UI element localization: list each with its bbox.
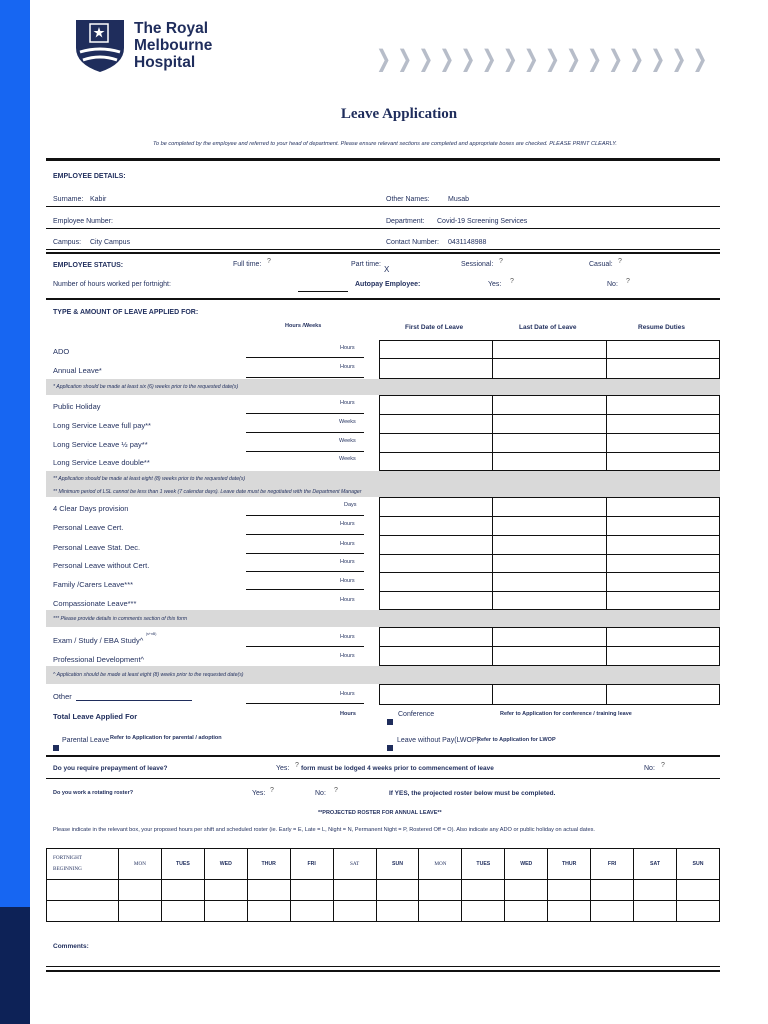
rotating-roster-question: Do you work a rotating roster? [53,790,134,796]
day-header: WED [204,849,247,880]
leave-row-unit: Hours [340,597,355,603]
last-date-cell[interactable] [492,627,607,647]
employee-number-label: Employee Number: [53,218,113,225]
roster-cell[interactable] [333,880,376,901]
first-date-cell[interactable] [379,340,493,359]
roster-cell[interactable] [505,901,548,922]
first-date-cell[interactable] [379,516,493,536]
sessional-checkbox[interactable]: ? [499,258,503,265]
day-header: MON [119,849,162,880]
note-lsl-minimum: ** Minimum period of LSL cannot be less than 1 week (7 calendar days). Leave date must be negotiated with the Department Manager [53,489,362,495]
first-date-cell[interactable] [379,684,493,705]
roster-cell[interactable] [161,901,204,922]
last-date-cell[interactable] [492,572,607,592]
roster-cell[interactable] [505,880,548,901]
chevron-right-icon: ❯ [629,45,645,73]
leave-row-label: Annual Leave* [53,366,102,375]
leave-row-unit: Hours [340,364,355,370]
leave-row-label: Professional Development^ [53,655,145,664]
first-date-cell[interactable] [379,591,493,610]
rotating-yes-checkbox[interactable]: ? [270,787,274,794]
leave-row-label: Long Service Leave ½ pay** [53,440,148,449]
leave-row-label: Long Service Leave full pay** [53,421,151,430]
leave-amount-field[interactable] [246,703,364,704]
roster-cell[interactable] [161,880,204,901]
rotating-yes-label: Yes: [252,790,266,797]
other-leave-type-field[interactable] [76,700,192,701]
first-date-header: First Date of Leave [405,324,464,331]
campus-field[interactable]: City Campus [90,239,131,246]
full-time-label: Full time: [233,261,262,268]
leave-row-label: Personal Leave without Cert. [53,561,150,570]
leave-row-unit: Hours [340,559,355,565]
leave-row-unit: Weeks [339,456,356,462]
divider [46,252,720,254]
last-date-cell[interactable] [492,433,607,453]
roster-instructions: Please indicate in the relevant box, your proposed hours per shift and scheduled roster (ie. Early = E, Late = L, Night = N, Permanent Night = P, Rostered Off = O). Also indicate any ADO or public holiday on actual dates. [53,827,595,833]
roster-cell[interactable] [591,880,634,901]
day-header: THUR [548,849,591,880]
day-header: SAT [333,849,376,880]
roster-cell[interactable] [247,901,290,922]
prepayment-yes-checkbox[interactable]: ? [295,762,299,769]
roster-cell[interactable] [462,880,505,901]
prepayment-yes-label: Yes: [276,765,290,772]
parental-leave-label: Parental Leave [62,737,110,744]
parental-leave-checkbox[interactable] [53,745,59,751]
last-date-cell[interactable] [492,358,607,379]
last-date-cell[interactable] [492,340,607,359]
roster-cell[interactable] [247,880,290,901]
part-time-checkbox[interactable]: X [384,265,390,274]
last-date-cell[interactable] [492,414,607,434]
chevron-right-icon: ❯ [418,45,434,73]
chevron-right-icon: ❯ [565,45,581,73]
day-header: TUES [161,849,204,880]
leave-amount-field[interactable] [246,413,364,414]
roster-cell[interactable] [333,901,376,922]
prepayment-note: form must be lodged 4 weeks prior to commencement of leave [301,765,494,772]
resume-date-cell[interactable] [606,414,720,434]
last-date-cell[interactable] [492,535,607,555]
roster-cell[interactable] [676,880,719,901]
roster-header-row [47,849,720,880]
autopay-yes-checkbox[interactable]: ? [510,278,514,285]
chevron-decoration [370,42,708,76]
divider [46,228,720,229]
roster-cell[interactable] [591,901,634,922]
resume-date-cell[interactable] [606,340,720,359]
fortnight-date-cell[interactable] [47,880,119,901]
day-header: WED [505,849,548,880]
leave-amount-field[interactable] [246,432,364,433]
day-header: FRI [591,849,634,880]
leave-amount-field[interactable] [246,646,364,647]
resume-date-cell[interactable] [606,433,720,453]
leave-row-label: Compassionate Leave*** [53,599,137,608]
leave-amount-field[interactable] [246,571,364,572]
roster-cell[interactable] [462,901,505,922]
chevron-right-icon: ❯ [692,45,708,73]
roster-cell[interactable] [676,901,719,922]
note-annual-leave: * Application should be made at least six (6) weeks prior to the requested date(s) [53,384,239,390]
leave-row-unit: Hours [340,578,355,584]
casual-checkbox[interactable]: ? [618,258,622,265]
campus-label: Campus: [53,239,82,246]
roster-cell[interactable] [204,880,247,901]
first-date-cell[interactable] [379,433,493,453]
contact-number-label: Contact Number: [386,239,439,246]
resume-date-cell[interactable] [606,627,720,647]
resume-date-cell[interactable] [606,572,720,592]
leave-row-superscript: (s+nB) [146,632,157,636]
chevron-right-icon: ❯ [544,45,560,73]
casual-label: Casual: [589,261,613,268]
chevron-right-icon: ❯ [460,45,476,73]
hours-per-fortnight-field[interactable] [298,291,348,292]
prepayment-question: Do you require prepayment of leave? [53,765,168,772]
chevron-right-icon: ❯ [650,45,666,73]
leave-row-unit: Hours [340,521,355,527]
brand-line-1: The Royal [134,20,209,37]
surname-label: Surname: [53,196,84,203]
leave-row-label: Family /Carers Leave*** [53,580,134,589]
leave-type-heading: TYPE & AMOUNT OF LEAVE APPLIED FOR: [53,309,199,316]
prepayment-no-checkbox[interactable]: ? [661,762,665,769]
leave-amount-field[interactable] [246,553,364,554]
chevron-right-icon: ❯ [439,45,455,73]
chevron-right-icon: ❯ [608,45,624,73]
divider [46,298,720,300]
leave-amount-field[interactable] [246,377,364,378]
divider [46,249,720,250]
resume-date-cell[interactable] [606,646,720,666]
roster-cell[interactable] [290,880,333,901]
total-leave-label: Total Leave Applied For [53,712,138,721]
first-date-cell[interactable] [379,646,493,666]
rotating-no-label: No: [315,790,326,797]
leave-row-label: Personal Leave Stat. Dec. [53,543,141,552]
brand-line-3: Hospital [134,54,196,71]
leave-row-label: ADO [53,347,70,356]
leave-row-unit: Hours [340,691,355,697]
page-title: Leave Application [340,106,458,122]
last-date-cell[interactable] [492,452,607,471]
roster-cell[interactable] [548,880,591,901]
lwop-label: Leave without Pay(LWOP) [397,737,479,744]
lwop-note: Refer to Application for LWOP [477,737,556,743]
roster-cell[interactable] [634,901,677,922]
total-leave-unit: Hours [340,711,356,717]
fortnight-beginning-header [47,849,119,880]
leave-row-label: Personal Leave Cert. [53,523,124,532]
sessional-label: Sessional: [461,261,494,268]
first-date-cell[interactable] [379,554,493,573]
divider [46,158,720,161]
crest-shield-icon [74,18,126,76]
conference-checkbox[interactable] [387,719,393,725]
last-date-cell[interactable] [492,497,607,517]
roster-heading: **PROJECTED ROSTER FOR ANNUAL LEAVE** [318,810,442,816]
roster-cell[interactable] [634,880,677,901]
first-date-cell[interactable] [379,627,493,647]
leave-row-label: Other [53,692,72,701]
note-comments: *** Please provide details in comments section of this form [53,616,188,622]
last-date-cell[interactable] [492,591,607,610]
full-time-checkbox[interactable]: ? [267,258,271,265]
last-date-header: Last Date of Leave [519,324,577,331]
leave-row-unit: Hours [340,541,355,547]
resume-date-cell[interactable] [606,516,720,536]
autopay-label: Autopay Employee: [355,281,421,288]
department-label: Department: [386,218,425,225]
leave-row-unit: Hours [340,345,355,351]
day-header: TUES [462,849,505,880]
first-date-cell[interactable] [379,452,493,471]
chevron-right-icon: ❯ [586,45,603,73]
last-date-cell[interactable] [492,395,607,415]
comments-field[interactable] [46,966,720,967]
roster-cell[interactable] [419,880,462,901]
surname-field[interactable]: Kabir [90,196,107,203]
autopay-no-checkbox[interactable]: ? [626,278,630,285]
lwop-checkbox[interactable] [387,745,393,751]
roster-row [47,901,720,922]
roster-cell[interactable] [119,880,162,901]
fortnight-date-cell[interactable] [47,901,119,922]
part-time-label: Part time: [351,261,381,268]
autopay-yes-label: Yes: [488,281,502,288]
last-date-cell[interactable] [492,554,607,573]
day-header: FRI [290,849,333,880]
first-date-cell[interactable] [379,414,493,434]
chevron-right-icon: ❯ [481,45,497,73]
first-date-cell[interactable] [379,358,493,379]
roster-cell[interactable] [376,880,419,901]
leave-row-unit: Hours [340,400,355,406]
chevron-right-icon: ❯ [397,45,413,73]
hours-per-fortnight-label: Number of hours worked per fortnight: [53,281,171,288]
chevron-right-icon: ❯ [502,45,518,73]
roster-cell[interactable] [419,901,462,922]
first-date-cell[interactable] [379,535,493,555]
note-lsl-notice: ** Application should be made at least eight (8) weeks prior to the requested date(s) [53,476,246,482]
leave-row-unit: Days [344,502,357,508]
fortnight-header-line-1: FORTNIGHT [53,855,83,861]
divider [46,755,720,757]
leave-row-label: Long Service Leave double** [53,458,150,467]
note-study-notice: ^ Application should be made at least eight (8) weeks prior to the requested date(s) [53,672,244,678]
divider [46,778,720,779]
leave-row-unit: Hours [340,634,355,640]
prepayment-no-label: No: [644,765,655,772]
employee-status-heading: EMPLOYEE STATUS: [53,262,124,269]
other-names-label: Other Names: [386,196,430,203]
autopay-no-label: No: [607,281,618,288]
hours-weeks-header: Hours /Weeks [285,323,322,329]
resume-date-cell[interactable] [606,452,720,471]
first-date-cell[interactable] [379,572,493,592]
roster-cell[interactable] [548,901,591,922]
leave-amount-field[interactable] [246,534,364,535]
conference-label: Conference [398,711,435,718]
last-date-cell[interactable] [492,684,607,705]
divider [46,206,720,207]
leave-amount-field[interactable] [246,515,364,516]
divider [46,970,720,972]
day-header: SUN [376,849,419,880]
parental-leave-note: Refer to Application for parental / adoption [110,735,222,741]
leave-row-unit: Hours [340,653,355,659]
resume-date-cell[interactable] [606,591,720,610]
brand-line-2: Melbourne [134,37,213,54]
leave-amount-field[interactable] [246,589,364,590]
day-header: SUN [676,849,719,880]
last-date-cell[interactable] [492,646,607,666]
sidebar-accent-dark [0,907,30,1024]
resume-date-cell[interactable] [606,358,720,379]
employee-details-heading: EMPLOYEE DETAILS: [53,173,126,180]
conference-note: Refer to Application for conference / training leave [500,711,632,717]
resume-date-cell[interactable] [606,684,720,705]
brand-name [134,20,212,71]
leave-row-unit: Weeks [339,438,356,444]
sidebar-accent [0,0,30,1024]
roster-cell[interactable] [376,901,419,922]
resume-date-cell[interactable] [606,497,720,517]
department-field[interactable]: Covid-19 Screening Services [437,218,528,225]
roster-cell[interactable] [204,901,247,922]
comments-label: Comments: [53,943,89,950]
first-date-cell[interactable] [379,497,493,517]
last-date-cell[interactable] [492,516,607,536]
contact-number-field[interactable]: 0431148988 [448,239,487,246]
leave-amount-field[interactable] [246,357,364,358]
resume-date-cell[interactable] [606,554,720,573]
rotating-no-checkbox[interactable]: ? [334,787,338,794]
resume-date-cell[interactable] [606,535,720,555]
fortnight-header-line-2: BEGINNING [53,866,82,872]
roster-cell[interactable] [119,901,162,922]
leave-row-unit: Weeks [339,419,356,425]
roster-row [47,880,720,901]
other-names-field[interactable]: Musab [448,196,470,203]
resume-duties-header: Resume Duties [638,324,685,331]
first-date-cell[interactable] [379,395,493,415]
rotating-roster-note: If YES, the projected roster below must be completed. [389,790,556,797]
chevron-right-icon: ❯ [376,45,392,73]
intro-text: To be completed by the employee and referred to your head of department. Please ensure relevant sections are completed and appropriate boxes are checked. PLEASE PRINT CLEARLY. [153,141,617,147]
day-header: SAT [634,849,677,880]
roster-cell[interactable] [290,901,333,922]
leave-row-label: Exam / Study / EBA Study^ [53,636,144,645]
resume-date-cell[interactable] [606,395,720,415]
chevron-right-icon: ❯ [671,45,687,73]
leave-row-label: Public Holiday [53,402,101,411]
leave-row-label: 4 Clear Days provision [53,504,129,513]
leave-amount-field[interactable] [246,451,364,452]
day-header: MON [419,849,462,880]
day-header: THUR [247,849,290,880]
chevron-right-icon: ❯ [523,45,539,73]
roster-table [46,848,720,922]
